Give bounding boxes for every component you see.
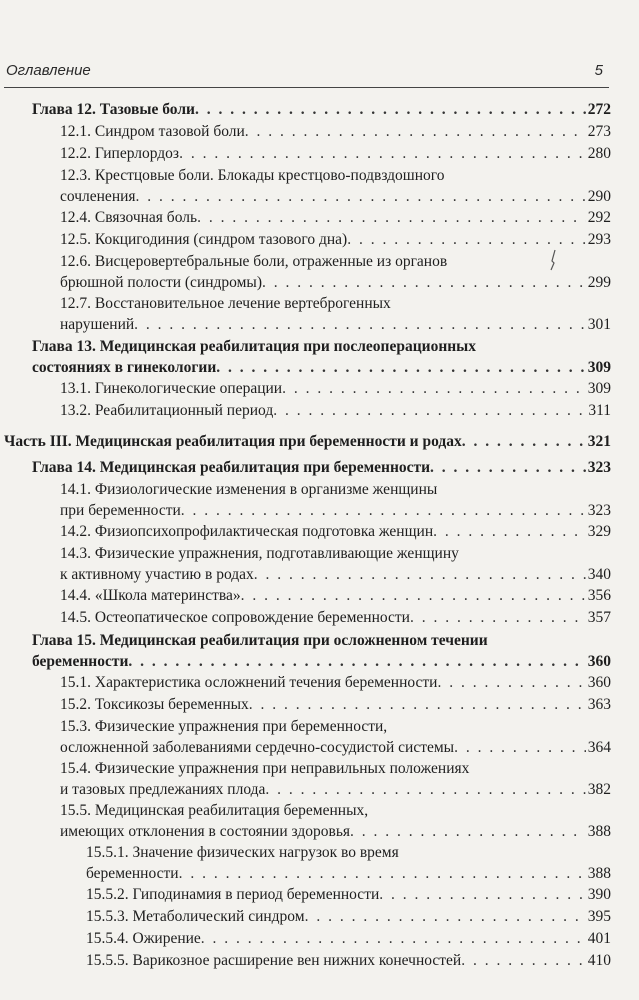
toc-entry[interactable] [60,586,611,606]
toc-page-number: 309 [587,380,611,397]
toc-entry-title: 12.2. Гиперлордоз [60,145,180,162]
toc-entry[interactable] [60,695,611,715]
toc-entry-title: Часть III. Медицинская реабилитация при беременности и родах [4,433,462,450]
toc-page-number: 301 [587,316,611,333]
toc-entry[interactable] [86,929,611,949]
leader-dots [461,951,586,971]
leader-dots [136,187,586,207]
toc-page-number: 292 [587,209,611,226]
toc-entry-title: и тазовых предлежаниях плода [60,781,266,798]
toc-entry[interactable] [60,822,611,842]
toc-page-number: 323 [587,502,611,519]
toc-entry[interactable] [60,738,611,758]
toc-entry-title: 14.4. «Школа материнства» [60,587,241,604]
toc-entry[interactable] [32,100,611,120]
toc-entry-line: 15.3. Физические упражнения при беременности, [60,718,388,735]
toc-entry-title: 14.2. Физиопсихопрофилактическая подготовка женщин [60,523,434,540]
toc-entry-line: Глава 13. Медицинская реабилитация при послеоперационных [32,338,477,355]
leader-dots [410,608,586,628]
pen-mark-icon [548,249,558,271]
leader-dots [305,907,586,927]
leader-dots [262,273,586,293]
toc-entry-title: 12.5. Кокцигодиния (синдром тазового дна) [60,231,348,248]
toc-page-number: 321 [587,433,611,450]
toc-entry-title: сочленения [60,188,136,205]
toc-page-number: 382 [587,781,611,798]
toc-page-number: 356 [587,587,611,604]
leader-dots [249,695,586,715]
leader-dots [179,144,586,164]
toc-page-number: 272 [587,101,611,118]
toc-entry[interactable] [60,608,611,628]
toc-page-number: 290 [587,188,611,205]
toc-entry-title: 15.5.5. Варикозное расширение вен нижних конечностей [86,952,462,969]
leader-dots [265,780,585,800]
leader-dots [197,208,586,228]
toc-entry[interactable] [60,208,611,228]
toc-entry-title: к активному участию в родах [60,566,254,583]
leader-dots [437,673,585,693]
toc-entry[interactable] [60,565,611,585]
toc-entry-title: 13.1. Гинекологические операции [60,380,283,397]
leader-dots [254,565,586,585]
toc-page-number: 390 [587,886,611,903]
toc-entry[interactable] [60,144,611,164]
leader-dots [347,230,586,250]
toc-entry-title: беременности [86,865,179,882]
leader-dots [134,315,586,335]
toc-page-number: 363 [587,696,611,713]
toc-entry-title: 14.5. Остеопатическое сопровождение беременности [60,609,410,626]
toc-entry-line: 15.5. Медицинская реабилитация беременных, [60,802,369,819]
toc-entry[interactable] [60,379,611,399]
toc-entry[interactable] [60,780,611,800]
toc-page-number: 329 [587,523,611,540]
toc-entry-title: осложненной заболеваниями сердечно-сосудистой системы [60,739,455,756]
toc-entry[interactable] [86,907,611,927]
toc-entry[interactable] [60,230,611,250]
toc-page-number: 410 [587,952,611,969]
toc-entry[interactable] [32,458,611,478]
leader-dots [245,122,586,142]
toc-page-number: 280 [587,145,611,162]
leader-dots [433,522,586,542]
leader-dots [241,586,586,606]
leader-dots [379,885,585,905]
toc-page-number: 340 [587,566,611,583]
toc-entry-line: 12.3. Крестцовые боли. Блокады крестцово-подвздошного [60,167,445,184]
toc-entry[interactable] [86,885,611,905]
leader-dots [128,652,585,672]
toc-entry[interactable] [60,501,611,521]
toc-entry-title: Глава 12. Тазовые боли [32,101,195,118]
toc-entry-title: 15.1. Характеристика осложнений течения беременности [60,674,438,691]
toc-entry-title: 12.1. Синдром тазовой боли [60,123,245,140]
toc-page-number: 309 [587,359,611,376]
toc-entry-line: 14.1. Физиологические изменения в организме женщины [60,481,438,498]
toc-entry-title: нарушений [60,316,135,333]
toc-page-number: 357 [587,609,611,626]
toc-entry-line: 15.4. Физические упражнения при неправильных положениях [60,760,470,777]
toc-entry-title: 12.4. Связочная боль [60,209,198,226]
toc-page-number: 299 [587,274,611,291]
leader-dots [216,358,585,378]
toc-entry-line: Глава 15. Медицинская реабилитация при осложненном течении [32,632,488,649]
toc-entry[interactable] [86,951,611,971]
leader-dots [195,100,586,120]
toc-page-number: 388 [587,823,611,840]
leader-dots [454,738,586,758]
toc-entry-title: 13.2. Реабилитационный период [60,402,274,419]
leader-dots [430,458,586,478]
toc-page-number: 360 [587,674,611,691]
toc-entry-title: 15.2. Токсикозы беременных [60,696,249,713]
toc-page-number: 364 [587,739,611,756]
toc-entry[interactable] [60,122,611,142]
toc-entry-title: брюшной полости (синдромы) [60,274,263,291]
section-title: Оглавление [6,62,91,79]
leader-dots [273,401,586,421]
toc-entry-line: 12.6. Висцеровертебральные боли, отраженные из органов [60,253,448,270]
toc-page-number: 388 [587,865,611,882]
toc-page-number: 360 [587,653,611,670]
toc-page-number: 273 [587,123,611,140]
leader-dots [350,822,586,842]
toc-entry-title: имеющих отклонения в состоянии здоровья [60,823,351,840]
page-number: 5 [594,62,603,79]
header-divider [4,87,609,88]
toc-entry[interactable] [60,401,611,421]
toc-page-number: 395 [587,908,611,925]
toc-entry-title: беременности [32,653,129,670]
toc-page-number: 293 [587,231,611,248]
toc-page-number: 311 [588,402,611,419]
leader-dots [462,432,586,452]
toc-entry[interactable] [60,673,611,693]
running-header [6,60,603,84]
toc-entry[interactable] [60,315,611,335]
toc-entry-line: 14.3. Физические упражнения, подготавливающие женщину [60,545,459,562]
toc-entry[interactable] [32,358,611,378]
toc-entry-line: 15.5.1. Значение физических нагрузок во время [86,844,399,861]
leader-dots [179,864,586,884]
leader-dots [201,929,586,949]
toc-entry-title: состояниях в гинекологии [32,359,217,376]
toc-entry-title: 15.5.3. Метаболический синдром [86,908,305,925]
toc-entry-title: Глава 14. Медицинская реабилитация при беременности [32,459,431,476]
toc-entry[interactable] [60,522,611,542]
toc-entry[interactable] [4,432,611,452]
toc-page-number: 323 [587,459,611,476]
toc-entry-title: при беременности [60,502,181,519]
toc-entry-title: 15.5.4. Ожирение [86,930,201,947]
leader-dots [181,501,586,521]
toc-entry[interactable] [86,864,611,884]
toc-entry[interactable] [32,652,611,672]
toc-entry[interactable] [60,187,611,207]
toc-entry-line: 12.7. Восстановительное лечение вертеброгенных [60,295,391,312]
leader-dots [282,379,586,399]
toc-entry[interactable] [60,273,611,293]
toc-page-number: 401 [587,930,611,947]
toc-entry-title: 15.5.2. Гиподинамия в период беременности [86,886,380,903]
